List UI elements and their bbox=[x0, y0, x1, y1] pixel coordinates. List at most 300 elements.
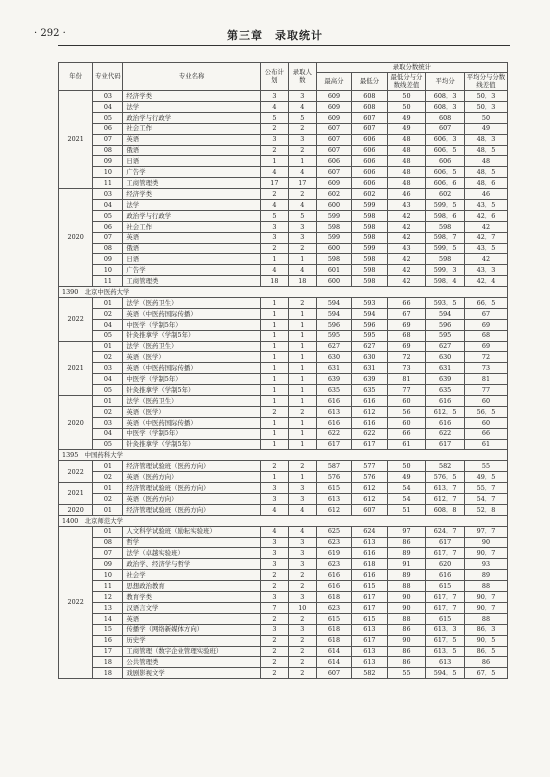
max-cell: 609 bbox=[316, 91, 351, 102]
code-cell: 15 bbox=[93, 624, 123, 635]
avg-diff-cell: 46 bbox=[464, 189, 507, 200]
avg-diff-cell: 86．3 bbox=[464, 624, 507, 635]
code-cell: 02 bbox=[93, 308, 123, 319]
code-cell: 01 bbox=[93, 396, 123, 407]
admitted-cell: 3 bbox=[288, 91, 316, 102]
max-cell: 612 bbox=[316, 504, 351, 515]
name-cell: 针灸推拿学（学制5年） bbox=[123, 330, 260, 341]
min-diff-cell: 88 bbox=[387, 613, 426, 624]
min-diff-cell: 91 bbox=[387, 559, 426, 570]
table-row bbox=[59, 123, 508, 134]
table-row bbox=[59, 265, 508, 276]
table-row bbox=[59, 417, 508, 428]
table-header bbox=[59, 63, 508, 91]
avg-diff-cell: 69 bbox=[464, 341, 507, 352]
min-diff-cell: 49 bbox=[387, 472, 426, 483]
min-cell: 599 bbox=[352, 199, 387, 210]
name-cell: 政治学与行政学 bbox=[123, 112, 260, 123]
code-cell: 17 bbox=[93, 646, 123, 657]
min-diff-cell: 42 bbox=[387, 210, 426, 221]
table-row bbox=[59, 319, 508, 330]
code-cell: 10 bbox=[93, 265, 123, 276]
avg-diff-cell: 49．5 bbox=[464, 472, 507, 483]
min-cell: 616 bbox=[352, 396, 387, 407]
avg-cell: 593．5 bbox=[426, 298, 465, 309]
avg-cell: 620 bbox=[426, 559, 465, 570]
max-cell: 607 bbox=[316, 123, 351, 134]
avg-diff-cell: 68 bbox=[464, 330, 507, 341]
table-row bbox=[59, 232, 508, 243]
min-diff-cell: 42 bbox=[387, 232, 426, 243]
name-cell: 人文科学试验班（励耘实验班） bbox=[123, 526, 260, 537]
plan-cell: 4 bbox=[260, 526, 288, 537]
avg-cell: 612．5 bbox=[426, 406, 465, 417]
table-row bbox=[59, 472, 508, 483]
plan-cell: 17 bbox=[260, 178, 288, 189]
admitted-cell: 3 bbox=[288, 232, 316, 243]
admitted-cell: 4 bbox=[288, 101, 316, 112]
avg-diff-cell: 86．5 bbox=[464, 646, 507, 657]
min-diff-cell: 86 bbox=[387, 624, 426, 635]
min-cell: 598 bbox=[352, 254, 387, 265]
plan-cell: 1 bbox=[260, 319, 288, 330]
code-cell: 02 bbox=[93, 352, 123, 363]
min-cell: 616 bbox=[352, 570, 387, 581]
plan-cell: 3 bbox=[260, 483, 288, 494]
avg-cell: 612．7 bbox=[426, 494, 465, 505]
admitted-cell: 1 bbox=[288, 352, 316, 363]
table-row bbox=[59, 483, 508, 494]
code-cell: 05 bbox=[93, 112, 123, 123]
admitted-cell: 1 bbox=[288, 385, 316, 396]
avg-cell: 594．5 bbox=[426, 668, 465, 679]
min-cell: 612 bbox=[352, 483, 387, 494]
max-cell: 631 bbox=[316, 363, 351, 374]
name-cell: 经济管理试验班（医药方向） bbox=[123, 483, 260, 494]
min-diff-cell: 46 bbox=[387, 189, 426, 200]
name-cell: 哲学 bbox=[123, 537, 260, 548]
avg-cell: 639 bbox=[426, 374, 465, 385]
admitted-cell: 3 bbox=[288, 134, 316, 145]
year-cell: 2022 bbox=[59, 461, 93, 483]
plan-cell: 3 bbox=[260, 548, 288, 559]
avg-cell: 617 bbox=[426, 439, 465, 450]
max-cell: 615 bbox=[316, 613, 351, 624]
name-cell: 俄语 bbox=[123, 243, 260, 254]
admitted-cell: 1 bbox=[288, 417, 316, 428]
min-cell: 615 bbox=[352, 581, 387, 592]
admitted-cell: 1 bbox=[288, 330, 316, 341]
max-cell: 616 bbox=[316, 396, 351, 407]
min-diff-cell: 60 bbox=[387, 417, 426, 428]
avg-cell: 607 bbox=[426, 123, 465, 134]
name-cell: 中医学（学制5年） bbox=[123, 374, 260, 385]
code-cell: 05 bbox=[93, 439, 123, 450]
name-cell: 工商管理（数字企业管理实验班） bbox=[123, 646, 260, 657]
min-cell: 577 bbox=[352, 461, 387, 472]
admitted-cell: 3 bbox=[288, 494, 316, 505]
name-cell: 中医学（学制5年） bbox=[123, 428, 260, 439]
max-cell: 606 bbox=[316, 156, 351, 167]
name-cell: 英语（中医药国际传播） bbox=[123, 417, 260, 428]
col-year-header: 年份 bbox=[59, 63, 93, 91]
min-cell: 612 bbox=[352, 406, 387, 417]
min-cell: 616 bbox=[352, 417, 387, 428]
name-cell: 经济管理试验班（医药方向） bbox=[123, 504, 260, 515]
min-cell: 602 bbox=[352, 189, 387, 200]
page-header bbox=[0, 0, 550, 44]
avg-diff-cell: 97．7 bbox=[464, 526, 507, 537]
max-cell: 599 bbox=[316, 232, 351, 243]
table-row bbox=[59, 156, 508, 167]
name-cell: 日语 bbox=[123, 156, 260, 167]
avg-cell: 615 bbox=[426, 581, 465, 592]
avg-cell: 613 bbox=[426, 657, 465, 668]
avg-cell: 598 bbox=[426, 254, 465, 265]
col-name-header: 专业名称 bbox=[123, 63, 260, 91]
avg-cell: 606．3 bbox=[426, 134, 465, 145]
name-cell: 广告学 bbox=[123, 167, 260, 178]
max-cell: 609 bbox=[316, 112, 351, 123]
avg-cell: 606．5 bbox=[426, 145, 465, 156]
name-cell: 社会工作 bbox=[123, 123, 260, 134]
table-row bbox=[59, 504, 508, 515]
max-cell: 623 bbox=[316, 537, 351, 548]
name-cell: 公共管理类 bbox=[123, 657, 260, 668]
max-cell: 607 bbox=[316, 134, 351, 145]
page-number: · 292 · bbox=[34, 28, 66, 39]
code-cell: 01 bbox=[93, 461, 123, 472]
name-cell: 经济学类 bbox=[123, 91, 260, 102]
min-cell: 598 bbox=[352, 265, 387, 276]
table-row bbox=[59, 134, 508, 145]
min-diff-cell: 48 bbox=[387, 167, 426, 178]
plan-cell: 3 bbox=[260, 537, 288, 548]
min-cell: 598 bbox=[352, 210, 387, 221]
min-diff-cell: 86 bbox=[387, 657, 426, 668]
avg-cell: 582 bbox=[426, 461, 465, 472]
code-cell: 04 bbox=[93, 101, 123, 112]
avg-cell: 602 bbox=[426, 189, 465, 200]
col-avg-header: 平均分 bbox=[426, 73, 465, 91]
code-cell: 09 bbox=[93, 559, 123, 570]
school-row bbox=[59, 450, 508, 461]
min-cell: 630 bbox=[352, 352, 387, 363]
avg-diff-cell: 61 bbox=[464, 439, 507, 450]
avg-diff-cell: 89 bbox=[464, 570, 507, 581]
name-cell: 工商管理类 bbox=[123, 276, 260, 287]
score-group-header: 录取分数统计 bbox=[316, 63, 507, 73]
col-max-header: 最高分 bbox=[316, 73, 351, 91]
table-row bbox=[59, 178, 508, 189]
table-row bbox=[59, 494, 508, 505]
code-cell: 09 bbox=[93, 254, 123, 265]
max-cell: 619 bbox=[316, 548, 351, 559]
max-cell: 623 bbox=[316, 559, 351, 570]
admitted-cell: 2 bbox=[288, 145, 316, 156]
min-diff-cell: 54 bbox=[387, 483, 426, 494]
name-cell: 传播学（网络新媒体方向） bbox=[123, 624, 260, 635]
school-name: 1390 北京中医药大学 bbox=[59, 287, 508, 298]
code-cell: 08 bbox=[93, 537, 123, 548]
table-row bbox=[59, 396, 508, 407]
admitted-cell: 5 bbox=[288, 112, 316, 123]
min-diff-cell: 51 bbox=[387, 504, 426, 515]
min-cell: 615 bbox=[352, 613, 387, 624]
admitted-cell: 4 bbox=[288, 199, 316, 210]
col-code-header: 专业代码 bbox=[93, 63, 123, 91]
code-cell: 18 bbox=[93, 668, 123, 679]
min-diff-cell: 86 bbox=[387, 537, 426, 548]
min-diff-cell: 68 bbox=[387, 330, 426, 341]
max-cell: 601 bbox=[316, 265, 351, 276]
avg-cell: 622 bbox=[426, 428, 465, 439]
year-cell: 2021 bbox=[59, 341, 93, 395]
avg-diff-cell: 43．5 bbox=[464, 199, 507, 210]
avg-diff-cell: 90．7 bbox=[464, 602, 507, 613]
avg-cell: 595 bbox=[426, 330, 465, 341]
school-row bbox=[59, 515, 508, 526]
avg-diff-cell: 90．5 bbox=[464, 635, 507, 646]
code-cell: 11 bbox=[93, 276, 123, 287]
max-cell: 607 bbox=[316, 167, 351, 178]
min-diff-cell: 48 bbox=[387, 145, 426, 156]
min-cell: 576 bbox=[352, 472, 387, 483]
plan-cell: 3 bbox=[260, 624, 288, 635]
name-cell: 英语 bbox=[123, 232, 260, 243]
table-row bbox=[59, 276, 508, 287]
min-diff-cell: 54 bbox=[387, 494, 426, 505]
name-cell: 戏剧影视文学 bbox=[123, 668, 260, 679]
code-cell: 18 bbox=[93, 657, 123, 668]
max-cell: 576 bbox=[316, 472, 351, 483]
admitted-cell: 1 bbox=[288, 439, 316, 450]
admitted-cell: 3 bbox=[288, 559, 316, 570]
avg-cell: 635 bbox=[426, 385, 465, 396]
admitted-cell: 1 bbox=[288, 341, 316, 352]
min-diff-cell: 81 bbox=[387, 374, 426, 385]
avg-diff-cell: 56．5 bbox=[464, 406, 507, 417]
plan-cell: 1 bbox=[260, 374, 288, 385]
min-diff-cell: 42 bbox=[387, 221, 426, 232]
admitted-cell: 2 bbox=[288, 581, 316, 592]
name-cell: 针灸推拿学（学制5年） bbox=[123, 385, 260, 396]
plan-cell: 2 bbox=[260, 613, 288, 624]
table-row bbox=[59, 657, 508, 668]
max-cell: 615 bbox=[316, 483, 351, 494]
name-cell: 法学（医药卫生） bbox=[123, 396, 260, 407]
name-cell: 汉语言文学 bbox=[123, 602, 260, 613]
name-cell: 政治学与行政学 bbox=[123, 210, 260, 221]
plan-cell: 3 bbox=[260, 494, 288, 505]
max-cell: 617 bbox=[316, 439, 351, 450]
avg-diff-cell: 90．7 bbox=[464, 548, 507, 559]
plan-cell: 1 bbox=[260, 396, 288, 407]
avg-diff-cell: 90 bbox=[464, 537, 507, 548]
avg-cell: 630 bbox=[426, 352, 465, 363]
admitted-cell: 2 bbox=[288, 461, 316, 472]
name-cell: 英语（医学） bbox=[123, 352, 260, 363]
name-cell: 经济学类 bbox=[123, 189, 260, 200]
admitted-cell: 2 bbox=[288, 570, 316, 581]
avg-diff-cell: 42 bbox=[464, 221, 507, 232]
min-cell: 598 bbox=[352, 276, 387, 287]
min-cell: 598 bbox=[352, 221, 387, 232]
avg-cell: 608．3 bbox=[426, 91, 465, 102]
min-diff-cell: 77 bbox=[387, 385, 426, 396]
admitted-cell: 2 bbox=[288, 298, 316, 309]
min-cell: 613 bbox=[352, 537, 387, 548]
table-row bbox=[59, 145, 508, 156]
code-cell: 04 bbox=[93, 374, 123, 385]
avg-cell: 594 bbox=[426, 308, 465, 319]
avg-cell: 606 bbox=[426, 156, 465, 167]
max-cell: 600 bbox=[316, 243, 351, 254]
admitted-cell: 3 bbox=[288, 483, 316, 494]
avg-diff-cell: 52．8 bbox=[464, 504, 507, 515]
admitted-cell: 1 bbox=[288, 363, 316, 374]
code-cell: 03 bbox=[93, 363, 123, 374]
table-row bbox=[59, 210, 508, 221]
plan-cell: 1 bbox=[260, 385, 288, 396]
avg-diff-cell: 42．7 bbox=[464, 232, 507, 243]
avg-cell: 598．7 bbox=[426, 232, 465, 243]
admitted-cell: 2 bbox=[288, 657, 316, 668]
avg-diff-cell: 60 bbox=[464, 417, 507, 428]
table-row bbox=[59, 635, 508, 646]
max-cell: 625 bbox=[316, 526, 351, 537]
avg-diff-cell: 81 bbox=[464, 374, 507, 385]
admitted-cell: 3 bbox=[288, 592, 316, 603]
min-cell: 608 bbox=[352, 91, 387, 102]
name-cell: 思想政治教育 bbox=[123, 581, 260, 592]
name-cell: 英语（中医药国际传播） bbox=[123, 308, 260, 319]
min-cell: 616 bbox=[352, 548, 387, 559]
max-cell: 609 bbox=[316, 178, 351, 189]
avg-diff-cell: 86 bbox=[464, 657, 507, 668]
min-cell: 627 bbox=[352, 341, 387, 352]
plan-cell: 2 bbox=[260, 581, 288, 592]
admitted-cell: 3 bbox=[288, 548, 316, 559]
table-row bbox=[59, 613, 508, 624]
min-diff-cell: 69 bbox=[387, 319, 426, 330]
avg-cell: 616 bbox=[426, 417, 465, 428]
code-cell: 08 bbox=[93, 243, 123, 254]
avg-diff-cell: 88 bbox=[464, 613, 507, 624]
max-cell: 622 bbox=[316, 428, 351, 439]
min-diff-cell: 50 bbox=[387, 91, 426, 102]
admitted-cell: 4 bbox=[288, 167, 316, 178]
year-cell: 2021 bbox=[59, 91, 93, 189]
name-cell: 法学（卓越实验班） bbox=[123, 548, 260, 559]
name-cell: 英语 bbox=[123, 613, 260, 624]
code-cell: 05 bbox=[93, 385, 123, 396]
max-cell: 607 bbox=[316, 145, 351, 156]
table-row bbox=[59, 526, 508, 537]
max-cell: 602 bbox=[316, 189, 351, 200]
admitted-cell: 1 bbox=[288, 374, 316, 385]
admitted-cell: 2 bbox=[288, 668, 316, 679]
name-cell: 法学 bbox=[123, 199, 260, 210]
col-admitted-header: 录取人数 bbox=[288, 63, 316, 91]
table-row bbox=[59, 668, 508, 679]
plan-cell: 3 bbox=[260, 559, 288, 570]
code-cell: 09 bbox=[93, 156, 123, 167]
avg-diff-cell: 50．3 bbox=[464, 101, 507, 112]
table-row bbox=[59, 352, 508, 363]
table-row bbox=[59, 341, 508, 352]
admitted-cell: 2 bbox=[288, 613, 316, 624]
code-cell: 05 bbox=[93, 330, 123, 341]
avg-diff-cell: 48．5 bbox=[464, 167, 507, 178]
avg-cell: 596 bbox=[426, 319, 465, 330]
min-cell: 617 bbox=[352, 439, 387, 450]
admitted-cell: 2 bbox=[288, 243, 316, 254]
code-cell: 06 bbox=[93, 123, 123, 134]
min-diff-cell: 90 bbox=[387, 602, 426, 613]
col-min-header: 最低分 bbox=[352, 73, 387, 91]
min-diff-cell: 90 bbox=[387, 635, 426, 646]
plan-cell: 1 bbox=[260, 254, 288, 265]
plan-cell: 1 bbox=[260, 156, 288, 167]
plan-cell: 3 bbox=[260, 91, 288, 102]
plan-cell: 4 bbox=[260, 199, 288, 210]
table-row bbox=[59, 254, 508, 265]
header-row-1 bbox=[59, 63, 508, 73]
avg-cell: 617．7 bbox=[426, 592, 465, 603]
table-row bbox=[59, 101, 508, 112]
max-cell: 613 bbox=[316, 494, 351, 505]
admitted-cell: 18 bbox=[288, 276, 316, 287]
name-cell: 英语（医药方向） bbox=[123, 472, 260, 483]
table-row bbox=[59, 330, 508, 341]
avg-diff-cell: 54．7 bbox=[464, 494, 507, 505]
plan-cell: 2 bbox=[260, 646, 288, 657]
plan-cell: 1 bbox=[260, 352, 288, 363]
plan-cell: 1 bbox=[260, 417, 288, 428]
max-cell: 635 bbox=[316, 385, 351, 396]
header-rule bbox=[58, 45, 510, 46]
plan-cell: 4 bbox=[260, 101, 288, 112]
max-cell: 613 bbox=[316, 406, 351, 417]
min-cell: 607 bbox=[352, 112, 387, 123]
admitted-cell: 1 bbox=[288, 472, 316, 483]
name-cell: 教育学类 bbox=[123, 592, 260, 603]
min-cell: 624 bbox=[352, 526, 387, 537]
admitted-cell: 3 bbox=[288, 537, 316, 548]
admission-score-table bbox=[58, 62, 508, 679]
plan-cell: 2 bbox=[260, 406, 288, 417]
name-cell: 法学 bbox=[123, 101, 260, 112]
avg-diff-cell: 69 bbox=[464, 319, 507, 330]
avg-cell: 615 bbox=[426, 613, 465, 624]
table-row bbox=[59, 461, 508, 472]
max-cell: 594 bbox=[316, 298, 351, 309]
admitted-cell: 1 bbox=[288, 319, 316, 330]
plan-cell: 1 bbox=[260, 363, 288, 374]
avg-diff-cell: 72 bbox=[464, 352, 507, 363]
table-row bbox=[59, 91, 508, 102]
table-row bbox=[59, 439, 508, 450]
code-cell: 01 bbox=[93, 504, 123, 515]
avg-diff-cell: 66 bbox=[464, 428, 507, 439]
plan-cell: 1 bbox=[260, 298, 288, 309]
min-diff-cell: 42 bbox=[387, 276, 426, 287]
code-cell: 01 bbox=[93, 483, 123, 494]
max-cell: 623 bbox=[316, 602, 351, 613]
min-cell: 606 bbox=[352, 156, 387, 167]
max-cell: 639 bbox=[316, 374, 351, 385]
